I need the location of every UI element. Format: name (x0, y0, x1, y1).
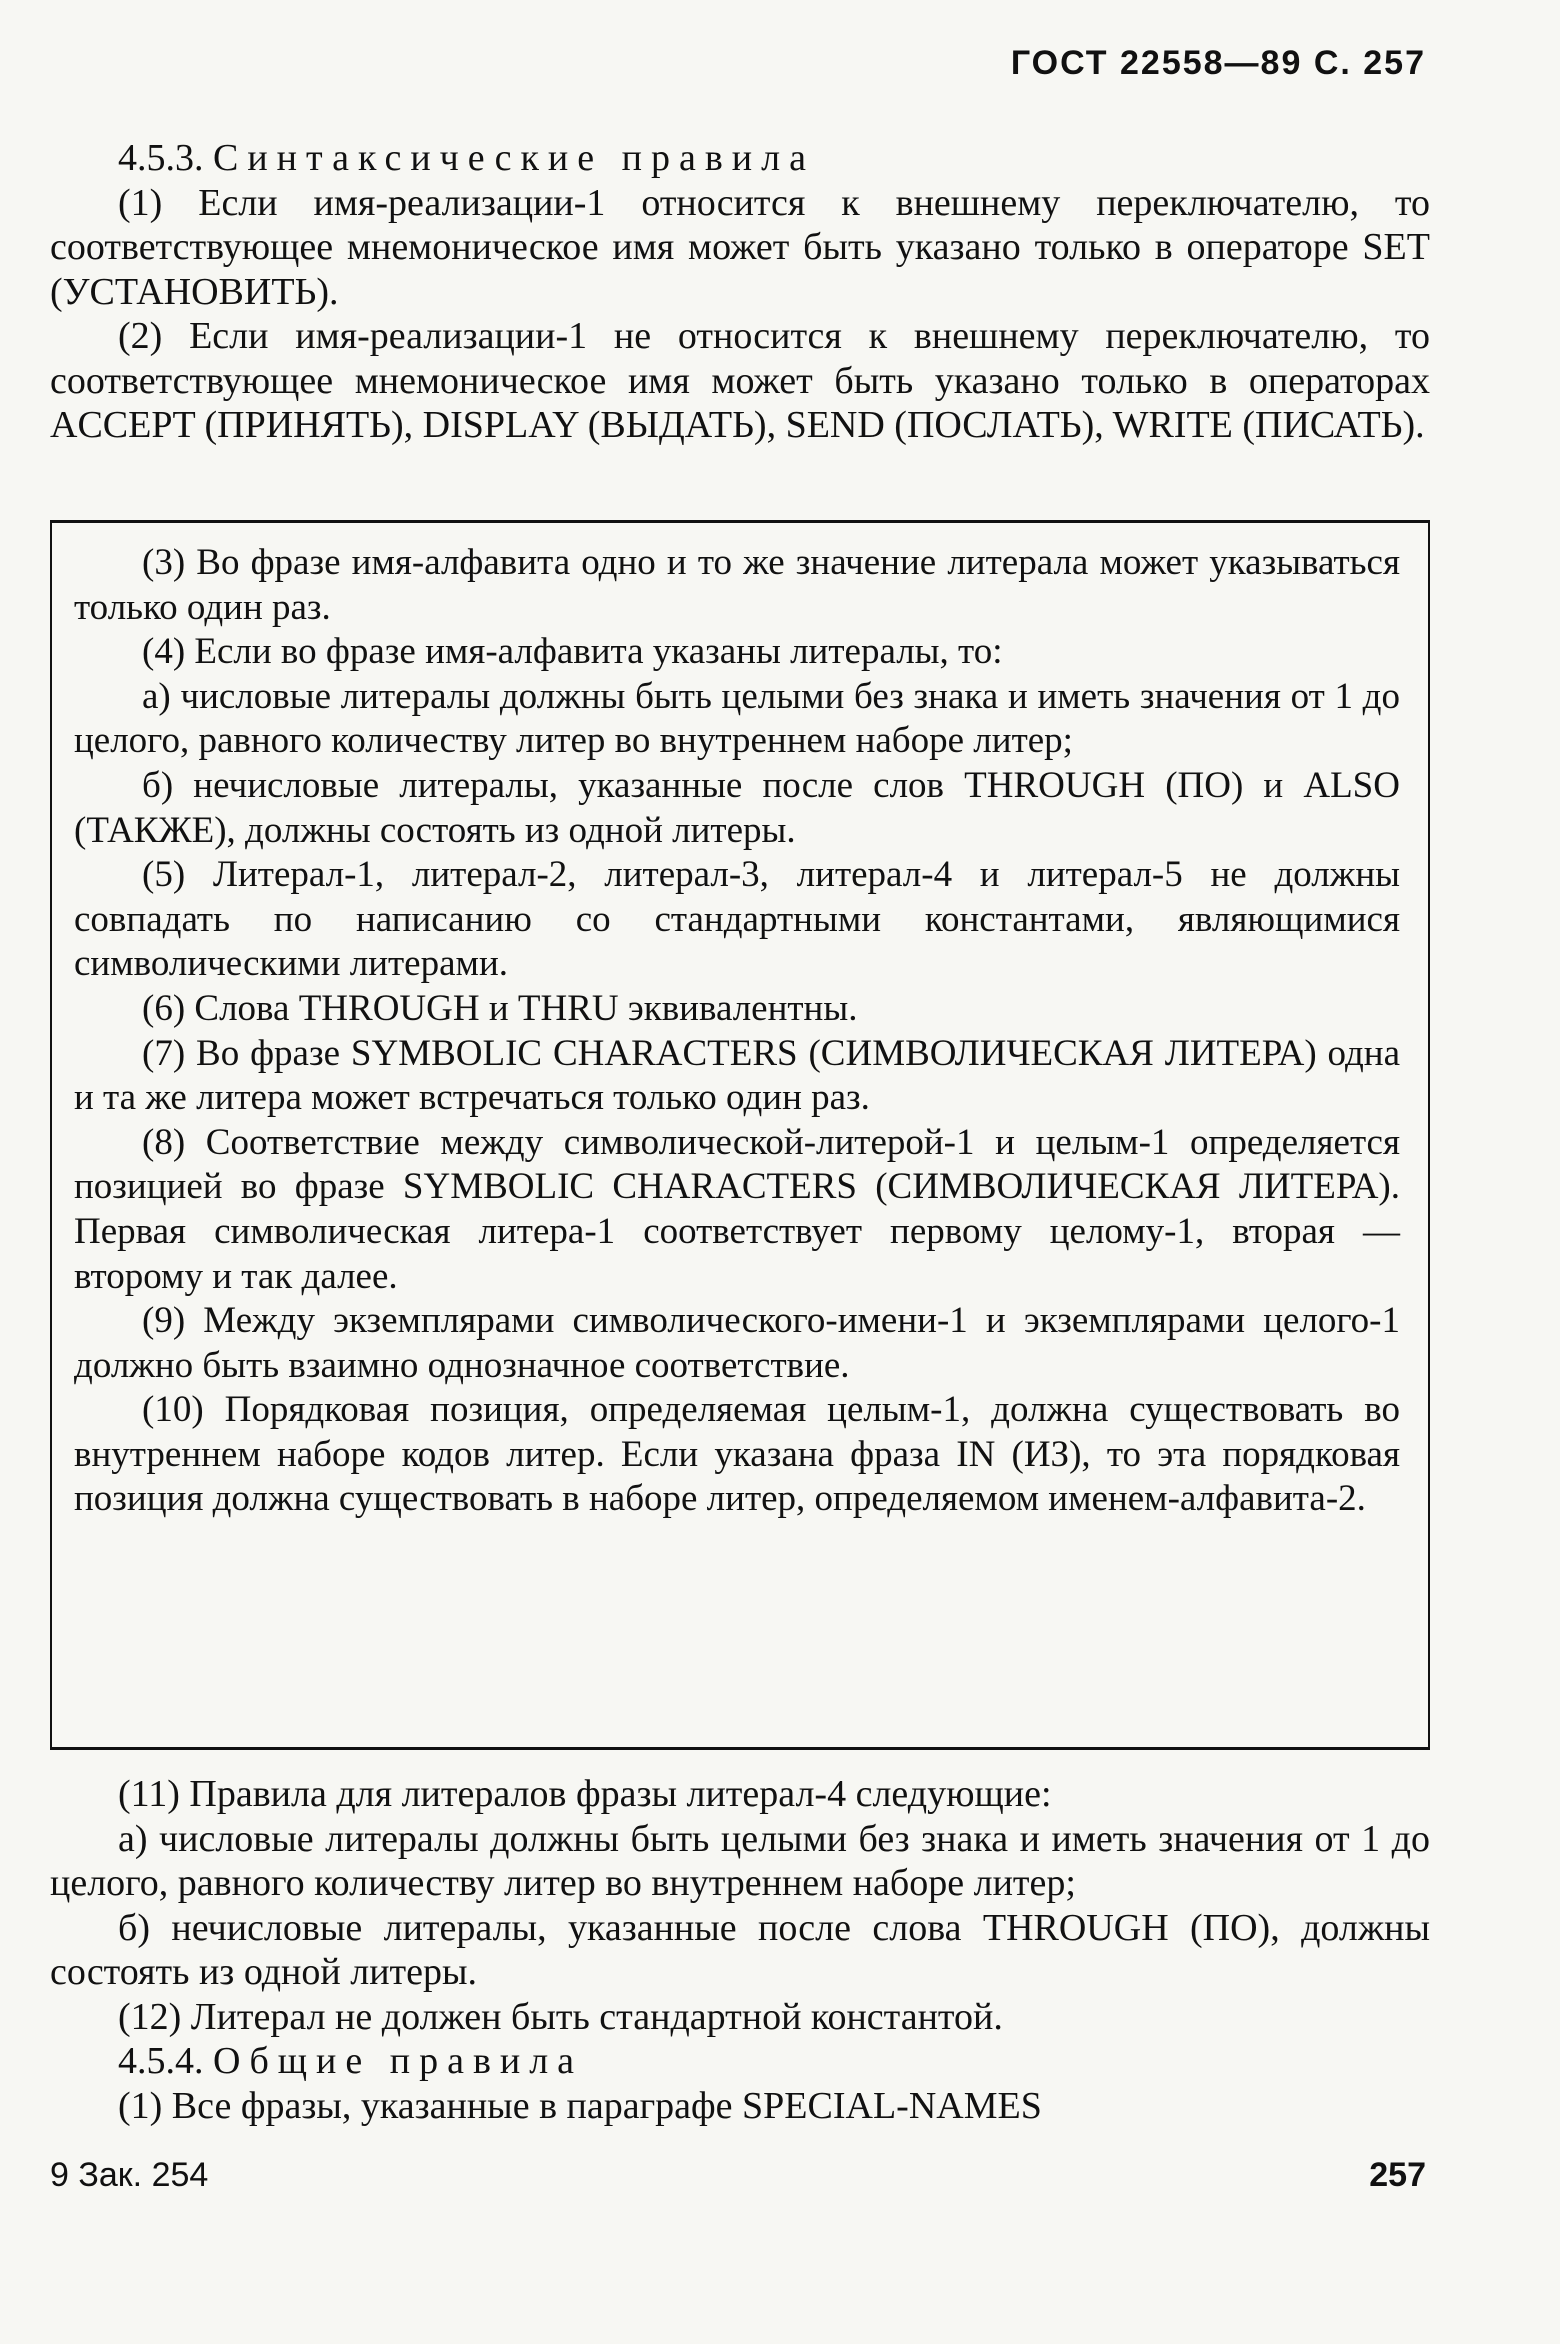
section-number: 4.5.3. (118, 137, 204, 179)
rule-8: (8) Соответствие между символической-литерой-1 и целым-1 определяется позицией во фразе SYMBOLIC CHARACTERS (СИМВОЛИЧЕСКАЯ ЛИТЕРА). Первая символическая литера-1 соответствует первому целому-1, вторая — второму и так далее. (74, 1121, 1400, 1297)
rule-3: (3) Во фразе имя-алфавита одно и то же значение литерала может указываться только один раз. (74, 542, 1400, 628)
order-note: 9 Зак. 254 (50, 2156, 209, 2194)
rule-12: (12) Литерал не должен быть стандартной константой. (118, 1995, 1003, 2038)
rule-11a: а) числовые литералы должны быть целыми без знака и иметь значения от 1 до целого, равного количеству литер во внутреннем наборе литер; (50, 1817, 1430, 1904)
rule-5: (5) Литерал-1, литерал-2, литерал-3, литерал-4 и литерал-5 не должны совпадать по написанию со стандартными константами, являющимися символическими литерами. (74, 854, 1400, 985)
rule-2: (2) Если имя-реализации-1 не относится к внешнему переключателю, то соответствующее мнемоническое имя может быть указано только в операторах ACCEPT (ПРИНЯТЬ), DISPLAY (ВЫДАТЬ), SEND (ПОСЛАТЬ), WRITE (ПИСАТЬ). (50, 315, 1430, 446)
section-heading (50, 136, 1430, 181)
rule-4b: б) нечисловые литералы, указанные после слов THROUGH (ПО) и ALSO (ТАКЖЕ), должны состоять из одной литеры. (74, 764, 1400, 851)
rule-6: (6) Слова THROUGH и THRU эквивалентны. (142, 987, 858, 1029)
rule-11: (11) Правила для литералов фразы литерал-4 следующие: (118, 1773, 1052, 1815)
general-rule-1: (1) Все фразы, указанные в параграфе SPECIAL-NAMES (118, 2084, 1042, 2127)
section-4-5-3 (50, 136, 1430, 448)
section-number: 4.5.4. (118, 2040, 204, 2082)
rule-1: (1) Если имя-реализации-1 относится к внешнему переключателю, то соответствующее мнемоническое имя может быть указано только в операторе SET (УСТАНОВИТЬ). (50, 181, 1430, 313)
section-title: Синтаксические правила (213, 137, 815, 179)
boxed-rules-frame (50, 520, 1430, 1750)
boxed-rules (74, 541, 1400, 1522)
rule-11b: б) нечисловые литералы, указанные после слова THROUGH (ПО), должны состоять из одной литеры. (50, 1906, 1430, 1993)
rule-4a: а) числовые литералы должны быть целыми без знака и иметь значения от 1 до целого, равного количеству литер во внутреннем наборе литер; (74, 675, 1400, 762)
page-number: 257 (1369, 2156, 1426, 2194)
rule-9: (9) Между экземплярами символического-имени-1 и экземплярами целого-1 должно быть взаимно однозначное соответствие. (74, 1300, 1400, 1386)
section-title: Общие правила (213, 2040, 584, 2082)
rule-4: (4) Если во фразе имя-алфавита указаны литералы, то: (142, 631, 1003, 673)
section-heading-4-5-4 (50, 2039, 1430, 2084)
after-box-rules (50, 1772, 1430, 2128)
rule-7: (7) Во фразе SYMBOLIC CHARACTERS (СИМВОЛИЧЕСКАЯ ЛИТЕРА) одна и та же литера может встречаться только один раз. (74, 1032, 1400, 1119)
rule-10: (10) Порядковая позиция, определяемая целым-1, должна существовать во внутреннем наборе кодов литер. Если указана фраза IN (ИЗ), то эта порядковая позиция должна существовать в наборе литер, определяемом именем-алфавита-2. (74, 1389, 1400, 1520)
running-head: ГОСТ 22558—89 С. 257 (1010, 44, 1426, 82)
